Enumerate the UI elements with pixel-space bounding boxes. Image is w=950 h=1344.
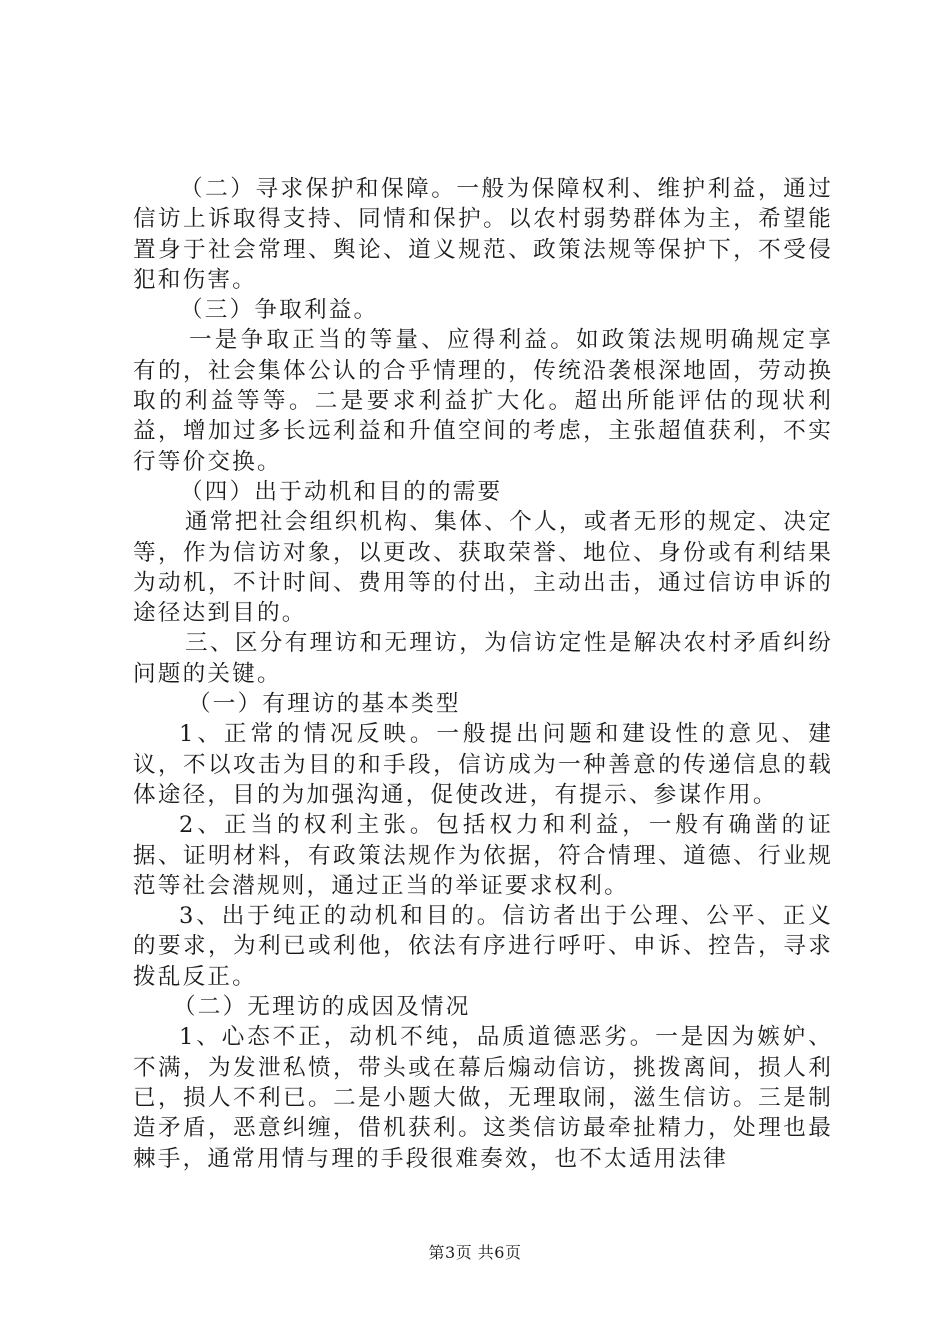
heading-reasonable-petition-types: （一）有理访的基本类型 [188, 691, 461, 718]
list-item-pure-motives: 3、出于纯正的动机和目的。信访者出于公理、公平、正义的要求，为利已或利他，依法有序进行呼吁、申诉、控告，寻求拨乱反正。 [133, 903, 833, 990]
list-item-improper-mindset: 1、心态不正，动机不纯，品质道德恶劣。一是因为嫉妒、不满，为发泄私愤，带头或在幕后煽动信访，挑拨离间，损人利已，损人不利已。二是小题大做，无理取闹，滋生信访。三是制造矛盾，恶意纠缠，借机获利。这类信访最牵扯精力，处理也最棘手，通常用情与理的手段很难奏效，也不太适用法律 [133, 1024, 833, 1172]
paragraph-seek-protection: （二）寻求保护和保障。一般为保障权利、维护利益，通过信访上诉取得支持、同情和保护。以农村弱势群体为主，希望能置身于社会常理、舆论、道义规范、政策法规等保护下，不受侵犯和伤害。 [133, 176, 833, 293]
page-number-footer: 第3页 共6页 [428, 1243, 522, 1262]
paragraph-strive-for-interests: 一是争取正当的等量、应得利益。如政策法规明确规定享有的，社会集体公认的合乎情理的，传统沿袭根深地固，劳动换取的利益等等。二是要求利益扩大化。超出所能评估的现状利益，增加过多长远利益和升值空间的考虑，主张超值获利，不实行等价交换。 [133, 327, 833, 475]
list-item-normal-feedback: 1、正常的情况反映。一般提出问题和建设性的意见、建议，不以攻击为目的和手段，信访成为一种善意的传递信息的载体途径，目的为加强沟通，促使改进，有提示、参谋作用。 [133, 721, 833, 808]
section-heading-reasonable-vs-unreasonable: 三、区分有理访和无理访，为信访定性是解决农村矛盾纠纷问题的关键。 [133, 630, 833, 687]
paragraph-motive-and-purpose: 通常把社会组织机构、集体、个人，或者无形的规定、决定等，作为信访对象，以更改、获取荣誉、地位、身份或有利结果为动机，不计时间、费用等的付出，主动出击，通过信访申诉的途径达到目的。 [133, 509, 833, 627]
document-body [133, 174, 833, 1174]
heading-strive-for-interests: （三）争取利益。 [180, 297, 379, 324]
heading-unreasonable-petition-causes: （二）无理访的成因及情况 [173, 994, 471, 1021]
list-item-legitimate-claims: 2、正当的权利主张。包括权力和利益，一般有确凿的证据、证明材料，有政策法规作为依据，符合情理、道德、行业规范等社会潜规则，通过正当的举证要求权利。 [133, 812, 833, 899]
heading-motive-and-purpose: （四）出于动机和目的的需要 [180, 478, 503, 505]
